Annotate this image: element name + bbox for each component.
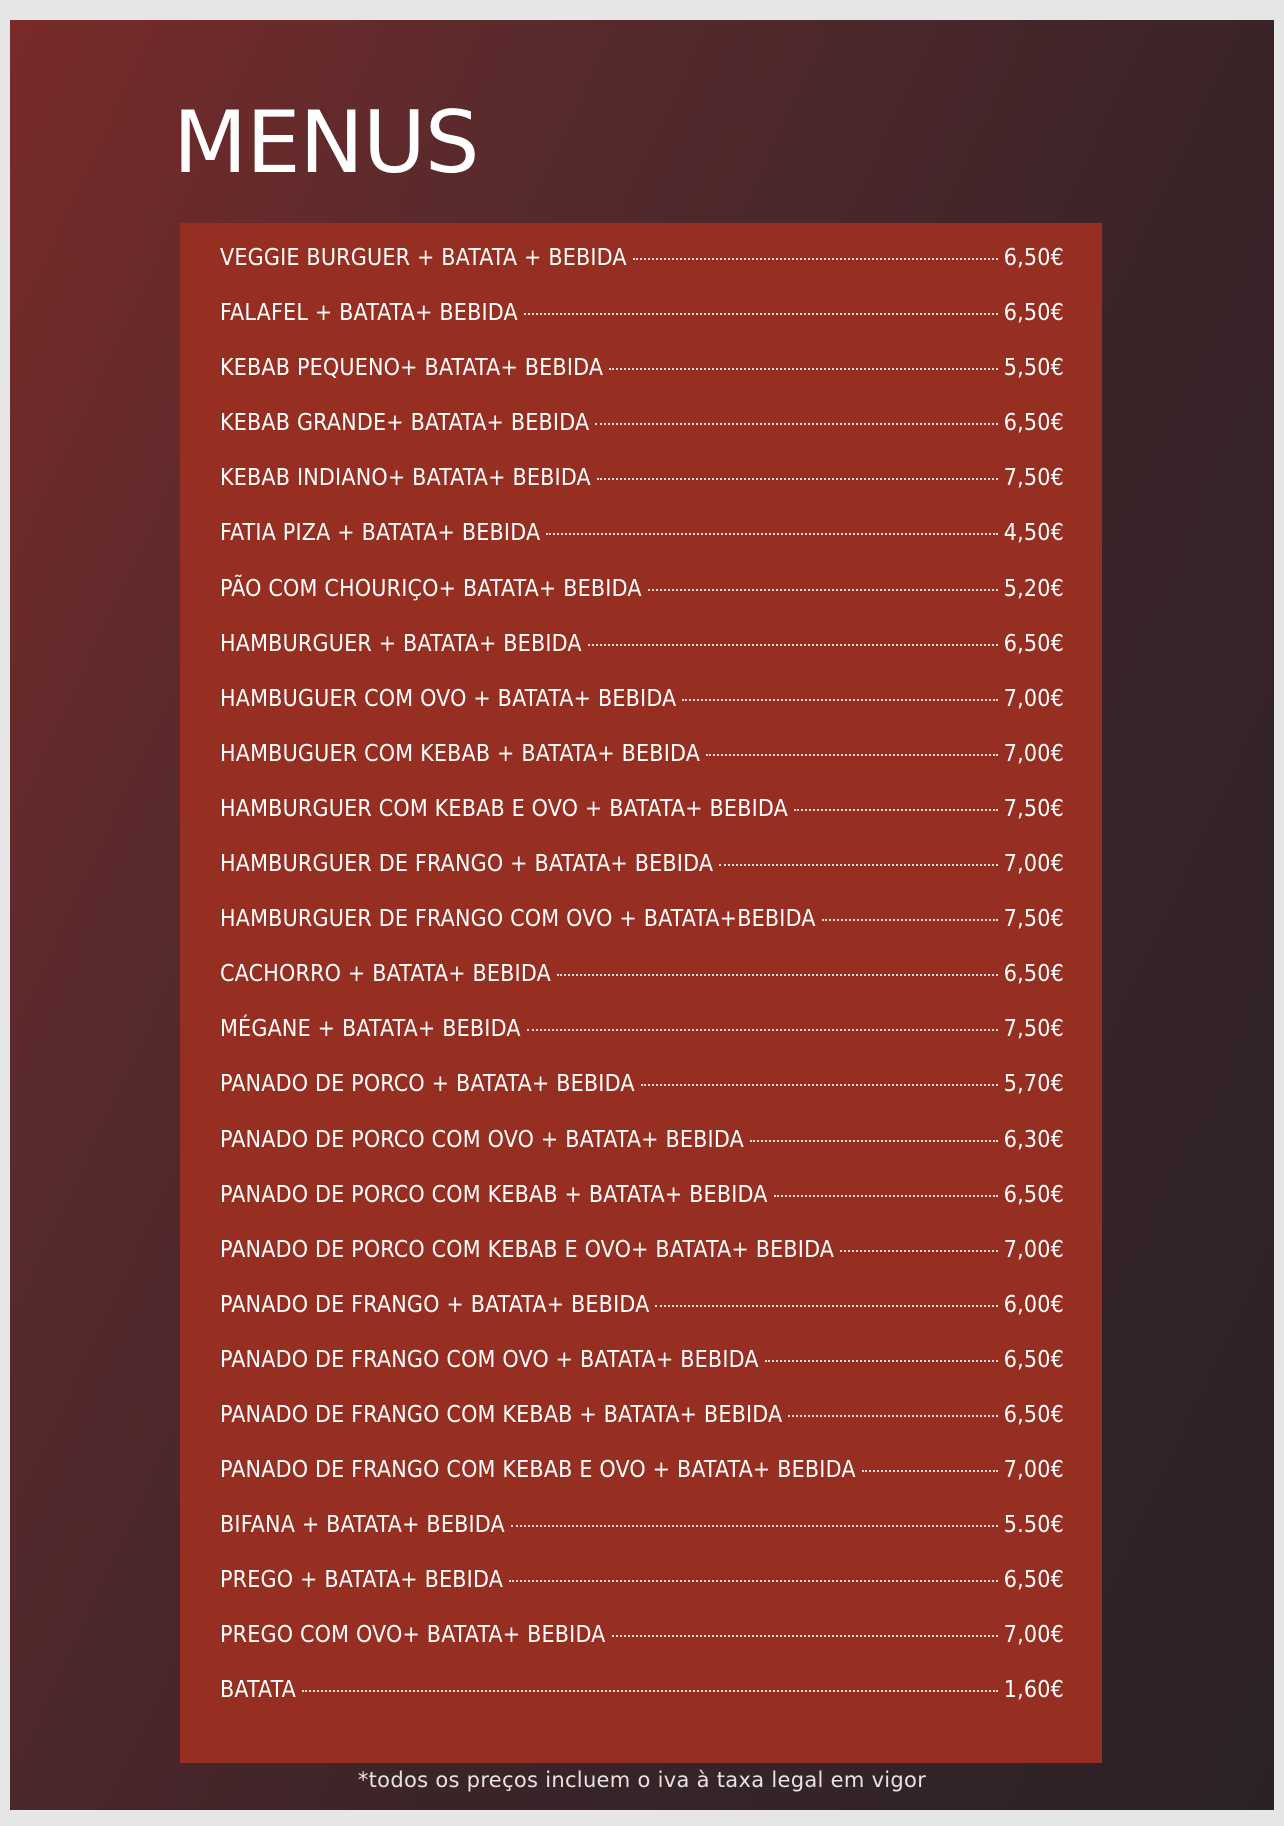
menu-item-name: HAMBURGUER DE FRANGO + BATATA+ BEBIDA — [220, 851, 714, 878]
menu-item — [220, 355, 1064, 410]
menu-page — [10, 20, 1274, 1810]
dotted-leader — [546, 533, 997, 535]
menu-item-price: 6,50€ — [1003, 410, 1064, 437]
dotted-leader — [302, 1690, 998, 1692]
menu-item-price: 6,50€ — [1003, 300, 1064, 327]
menu-list — [220, 245, 1064, 1733]
menu-item-name: PANADO DE PORCO + BATATA+ BEBIDA — [220, 1071, 635, 1098]
menu-item — [220, 906, 1064, 961]
menu-item-price: 6,30€ — [1003, 1126, 1064, 1153]
menu-item-price: 7,50€ — [1003, 906, 1064, 933]
dotted-leader — [527, 1029, 998, 1031]
menu-item-price: 7,00€ — [1003, 740, 1064, 767]
dotted-leader — [641, 1084, 998, 1086]
menu-item — [220, 245, 1064, 300]
dotted-leader — [719, 864, 998, 866]
menu-item-name: PÃO COM CHOURIÇO+ BATATA+ BEBIDA — [220, 575, 642, 602]
menu-item-price: 5,50€ — [1003, 355, 1064, 382]
dotted-leader — [524, 313, 998, 315]
dotted-leader — [750, 1140, 998, 1142]
menu-item — [220, 631, 1064, 686]
dotted-leader — [648, 589, 998, 591]
menu-item — [220, 1512, 1064, 1567]
menu-item-name: PREGO COM OVO+ BATATA+ BEBIDA — [220, 1622, 606, 1649]
menu-item-name: HAMBURGUER + BATATA+ BEBIDA — [220, 630, 582, 657]
dotted-leader — [595, 423, 997, 425]
menu-item-price: 6,50€ — [1003, 1567, 1064, 1594]
menu-item-name: PANADO DE FRANGO COM KEBAB + BATATA+ BEBIDA — [220, 1401, 783, 1428]
dotted-leader — [655, 1305, 997, 1307]
menu-item-name: FALAFEL + BATATA+ BEBIDA — [220, 300, 518, 327]
menu-item-price: 7,50€ — [1003, 1016, 1064, 1043]
menu-item — [220, 410, 1064, 465]
menu-item-price: 7,00€ — [1003, 1622, 1064, 1649]
menu-item-price: 6,50€ — [1003, 245, 1064, 271]
menu-item-name: BATATA — [220, 1677, 296, 1704]
dotted-leader — [682, 699, 997, 701]
menu-item-price: 7,00€ — [1003, 1236, 1064, 1263]
menu-item-name: HAMBUGUER COM KEBAB + BATATA+ BEBIDA — [220, 740, 701, 767]
menu-item — [220, 851, 1064, 906]
dotted-leader — [794, 809, 998, 811]
menu-item-price: 6,00€ — [1003, 1291, 1064, 1318]
menu-item — [220, 1567, 1064, 1622]
menu-item-price: 1,60€ — [1003, 1677, 1064, 1704]
menu-item-name: PANADO DE PORCO COM OVO + BATATA+ BEBIDA — [220, 1126, 744, 1153]
dotted-leader — [588, 644, 998, 646]
menu-item — [220, 1622, 1064, 1677]
menu-item-name: KEBAB INDIANO+ BATATA+ BEBIDA — [220, 465, 591, 492]
menu-item — [220, 1402, 1064, 1457]
dotted-leader — [609, 368, 998, 370]
dotted-leader — [706, 754, 998, 756]
dotted-leader — [774, 1195, 998, 1197]
dotted-leader — [612, 1635, 998, 1637]
menu-item — [220, 300, 1064, 355]
menu-item-name: MÉGANE + BATATA+ BEBIDA — [220, 1016, 521, 1043]
dotted-leader — [788, 1415, 997, 1417]
menu-item-name: PANADO DE FRANGO COM OVO + BATATA+ BEBIDA — [220, 1346, 759, 1373]
menu-item-price: 6,50€ — [1003, 1401, 1064, 1428]
menu-item-name: HAMBURGUER COM KEBAB E OVO + BATATA+ BEBIDA — [220, 795, 788, 822]
dotted-leader — [840, 1250, 998, 1252]
menu-item-name: VEGGIE BURGUER + BATATA + BEBIDA — [220, 245, 627, 271]
menu-item-name: FATIA PIZA + BATATA+ BEBIDA — [220, 520, 541, 547]
menu-item — [220, 1292, 1064, 1347]
menu-item-name: HAMBUGUER COM OVO + BATATA+ BEBIDA — [220, 685, 677, 712]
dotted-leader — [597, 478, 998, 480]
menu-item-name: BIFANA + BATATA+ BEBIDA — [220, 1512, 505, 1539]
menu-item — [220, 1237, 1064, 1292]
menu-item-name: PANADO DE PORCO COM KEBAB E OVO+ BATATA+ BEBIDA — [220, 1236, 835, 1263]
menu-item — [220, 741, 1064, 796]
menu-item — [220, 1677, 1064, 1732]
menu-item — [220, 1182, 1064, 1237]
dotted-leader — [511, 1525, 998, 1527]
dotted-leader — [862, 1470, 998, 1472]
menu-item — [220, 961, 1064, 1016]
menu-item — [220, 796, 1064, 851]
menu-item-price: 5,20€ — [1003, 575, 1064, 602]
footnote: *todos os preços incluem o iva à taxa legal em vigor — [357, 1768, 927, 1792]
menu-item-price: 5,70€ — [1003, 1071, 1064, 1098]
menu-item-price: 6,50€ — [1003, 1181, 1064, 1208]
menu-item-price: 7,50€ — [1003, 795, 1064, 822]
menu-item-name: KEBAB PEQUENO+ BATATA+ BEBIDA — [220, 355, 604, 382]
menu-item — [220, 686, 1064, 741]
dotted-leader — [509, 1580, 998, 1582]
menu-item-price: 6,50€ — [1003, 1346, 1064, 1373]
menu-item-name: KEBAB GRANDE+ BATATA+ BEBIDA — [220, 410, 590, 437]
dotted-leader — [765, 1360, 998, 1362]
page-title: MENUS — [173, 93, 479, 193]
menu-item — [220, 1127, 1064, 1182]
menu-item — [220, 576, 1064, 631]
menu-item-price: 7,00€ — [1003, 1457, 1064, 1484]
menu-item-name: HAMBURGUER DE FRANGO COM OVO + BATATA+BEBIDA — [220, 906, 816, 933]
menu-panel — [180, 223, 1102, 1763]
menu-item-price: 6,50€ — [1003, 630, 1064, 657]
menu-item-price: 7,50€ — [1003, 465, 1064, 492]
menu-item — [220, 465, 1064, 520]
menu-item-price: 5.50€ — [1003, 1512, 1064, 1539]
dotted-leader — [557, 974, 998, 976]
menu-item-price: 4,50€ — [1003, 520, 1064, 547]
menu-item-name: PANADO DE FRANGO + BATATA+ BEBIDA — [220, 1291, 650, 1318]
dotted-leader — [633, 258, 998, 260]
menu-item — [220, 1347, 1064, 1402]
menu-item — [220, 520, 1064, 575]
menu-item-price: 6,50€ — [1003, 961, 1064, 988]
dotted-leader — [822, 919, 998, 921]
menu-item-price: 7,00€ — [1003, 851, 1064, 878]
menu-item — [220, 1016, 1064, 1071]
menu-item-name: PANADO DE PORCO COM KEBAB + BATATA+ BEBIDA — [220, 1181, 768, 1208]
menu-item-name: CACHORRO + BATATA+ BEBIDA — [220, 961, 551, 988]
menu-item — [220, 1457, 1064, 1512]
menu-item — [220, 1071, 1064, 1126]
menu-item-name: PANADO DE FRANGO COM KEBAB E OVO + BATATA+ BEBIDA — [220, 1457, 856, 1484]
menu-item-name: PREGO + BATATA+ BEBIDA — [220, 1567, 504, 1594]
menu-item-price: 7,00€ — [1003, 685, 1064, 712]
